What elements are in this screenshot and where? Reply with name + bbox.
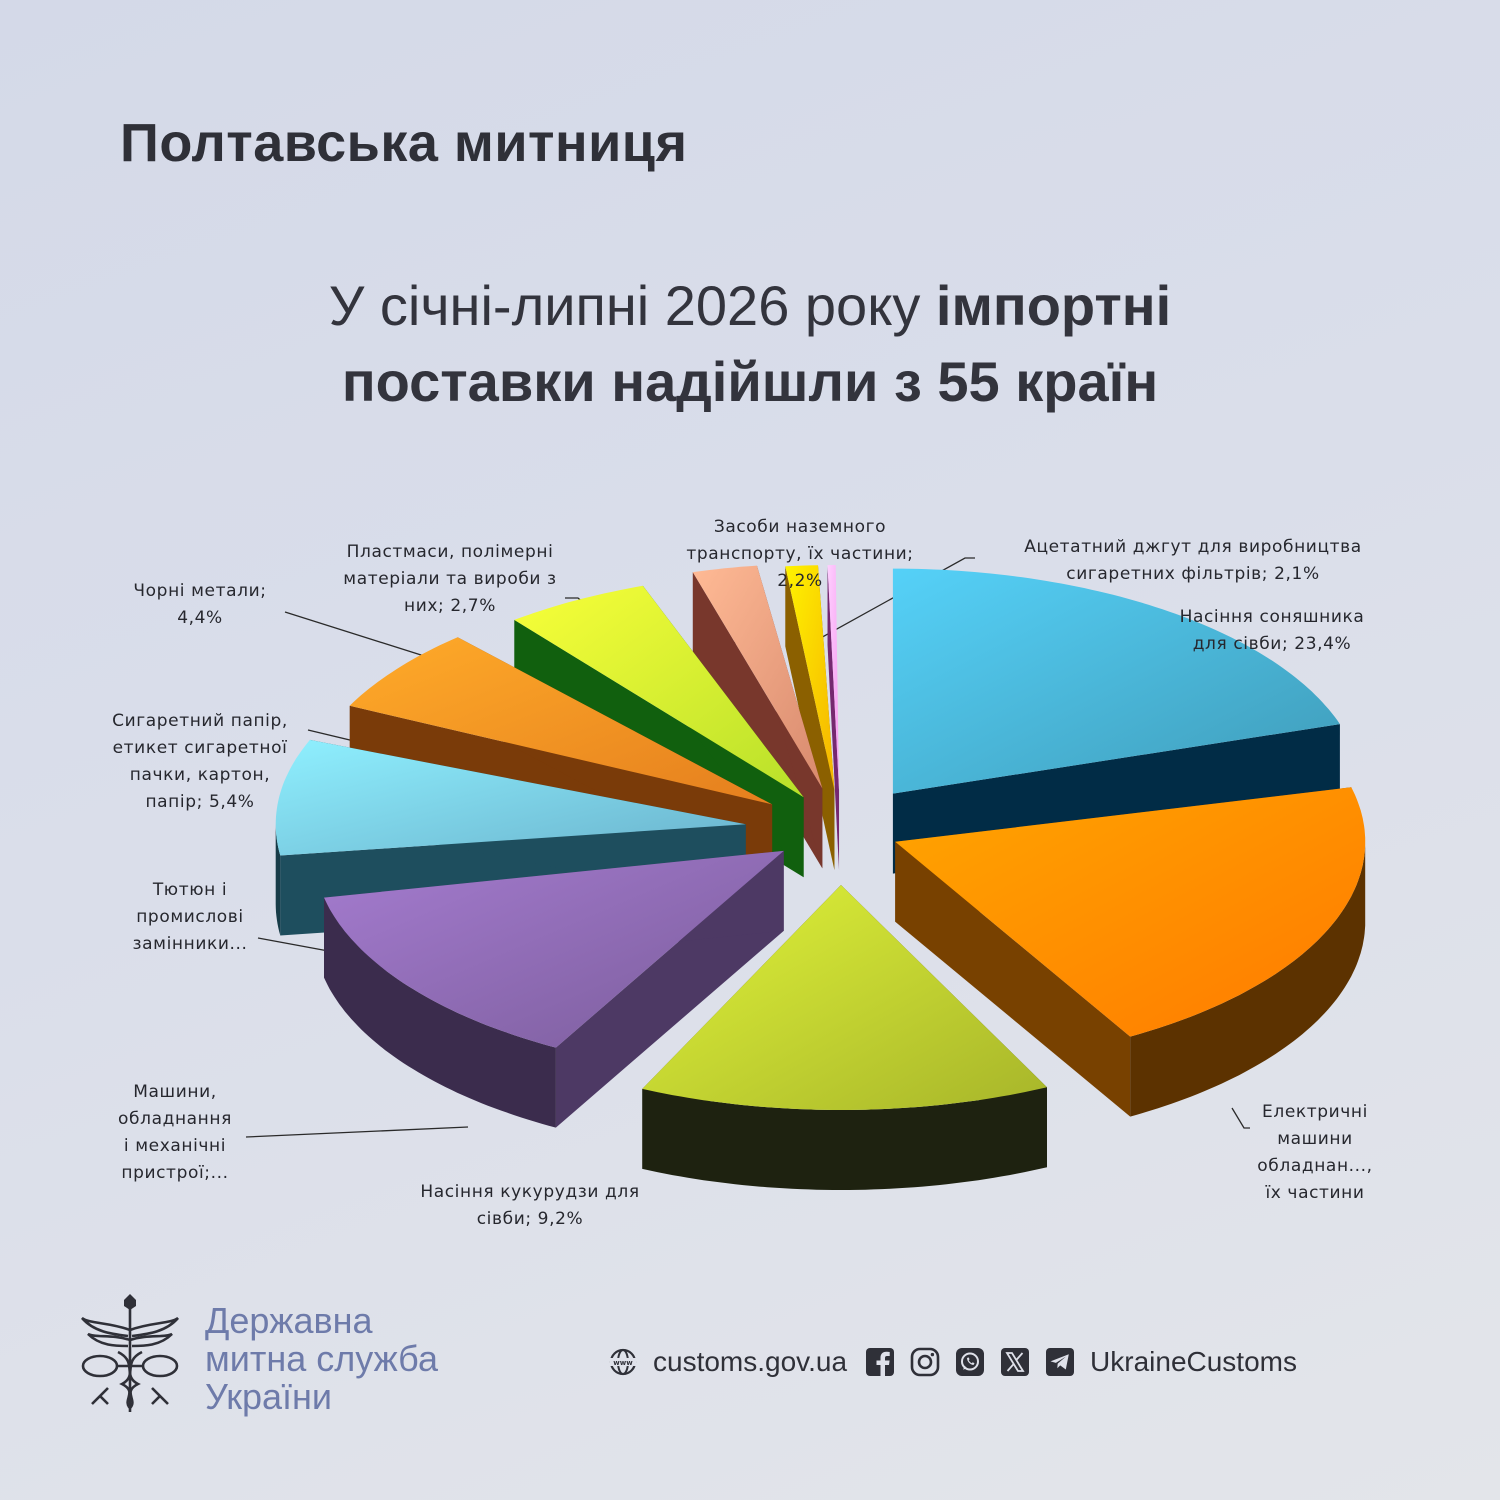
slice-label-line: і механічні	[123, 1136, 227, 1156]
slice-label-line: Засоби наземного	[713, 517, 887, 537]
slice-label-line: Насіння кукурудзи для	[420, 1182, 640, 1202]
slice-label-ferrous	[133, 581, 266, 628]
website-link[interactable]: customs.gov.ua	[653, 1346, 848, 1377]
social-handle[interactable]: UkraineCustoms	[1090, 1346, 1297, 1377]
slice-label-machines	[118, 1082, 232, 1183]
slice-label-line: Сигаретний папір,	[112, 711, 288, 731]
svg-text:www: www	[613, 1359, 633, 1367]
slice-label-line: сигаретних фільтрів; 2,1%	[1066, 564, 1320, 584]
leader-line-electric	[1232, 1108, 1250, 1128]
slice-label-line: 2,2%	[777, 571, 823, 591]
slice-label-line: Ацетатний джгут для виробництва	[1024, 537, 1362, 557]
slice-label-line: 4,4%	[177, 608, 223, 628]
slice-label-line: сівби; 9,2%	[476, 1209, 584, 1229]
slice-label-line: обладнан...,	[1257, 1156, 1373, 1176]
slice-label-line: обладнання	[118, 1109, 232, 1129]
slice-label-line: етикет сигаретної	[112, 738, 288, 758]
slice-label-line: для сівби; 23,4%	[1192, 634, 1352, 654]
facebook-icon[interactable]	[865, 1347, 895, 1377]
slice-label-line: Машини,	[133, 1082, 217, 1102]
slice-label-line: Пластмаси, полімерні	[346, 542, 554, 562]
slice-label-electric	[1257, 1102, 1372, 1203]
headline-bold-1: імпортні	[935, 274, 1172, 337]
slice-label-line: промислові	[136, 907, 244, 927]
slice-label-line: матеріали та вироби з	[343, 569, 557, 589]
agency-line-3: України	[205, 1376, 333, 1417]
pie-slices	[276, 565, 1366, 1190]
globe-icon[interactable]	[608, 1347, 638, 1377]
slice-label-line: Насіння соняшника	[1179, 607, 1365, 627]
slice-label-line: машини	[1277, 1129, 1353, 1149]
slice-label-line: Чорні метали;	[133, 581, 267, 601]
slice-label-line: пачки, картон,	[129, 765, 271, 785]
headline-regular: У січні-липні 2026 року	[328, 274, 936, 337]
slice-label-line: транспорту, їх частини;	[686, 544, 914, 564]
org-title: Полтавська митниця	[120, 113, 688, 173]
slice-label-line: їх частини	[1265, 1183, 1365, 1203]
slice-label-line: Електричні	[1262, 1102, 1368, 1122]
headline-bold-2: поставки надійшли з 55 країн	[341, 350, 1159, 413]
slice-label-line: замінники...	[132, 934, 248, 954]
slice-label-line: них; 2,7%	[404, 596, 496, 616]
slice-label-acetate	[1024, 537, 1362, 584]
slice-label-line: Тютюн і	[152, 880, 228, 900]
customs-emblem-icon	[78, 1292, 182, 1416]
x-icon[interactable]	[1000, 1347, 1030, 1377]
slice-label-tobacco	[132, 880, 247, 954]
agency-line-1: Державна	[205, 1300, 373, 1341]
contacts-bar	[608, 1340, 1297, 1384]
slice-label-line: пристрої;...	[121, 1163, 229, 1183]
leader-line-machines	[246, 1127, 468, 1137]
slice-label-corn	[420, 1182, 639, 1229]
agency-line-2: митна служба	[205, 1338, 438, 1379]
instagram-icon[interactable]	[910, 1347, 940, 1377]
slice-label-paper	[112, 711, 288, 812]
slice-label-line: папір; 5,4%	[145, 792, 255, 812]
slice-label-plastics	[343, 542, 556, 616]
telegram-icon[interactable]	[1045, 1347, 1075, 1377]
agency-name	[205, 1302, 438, 1416]
whatsapp-icon[interactable]	[955, 1347, 985, 1377]
